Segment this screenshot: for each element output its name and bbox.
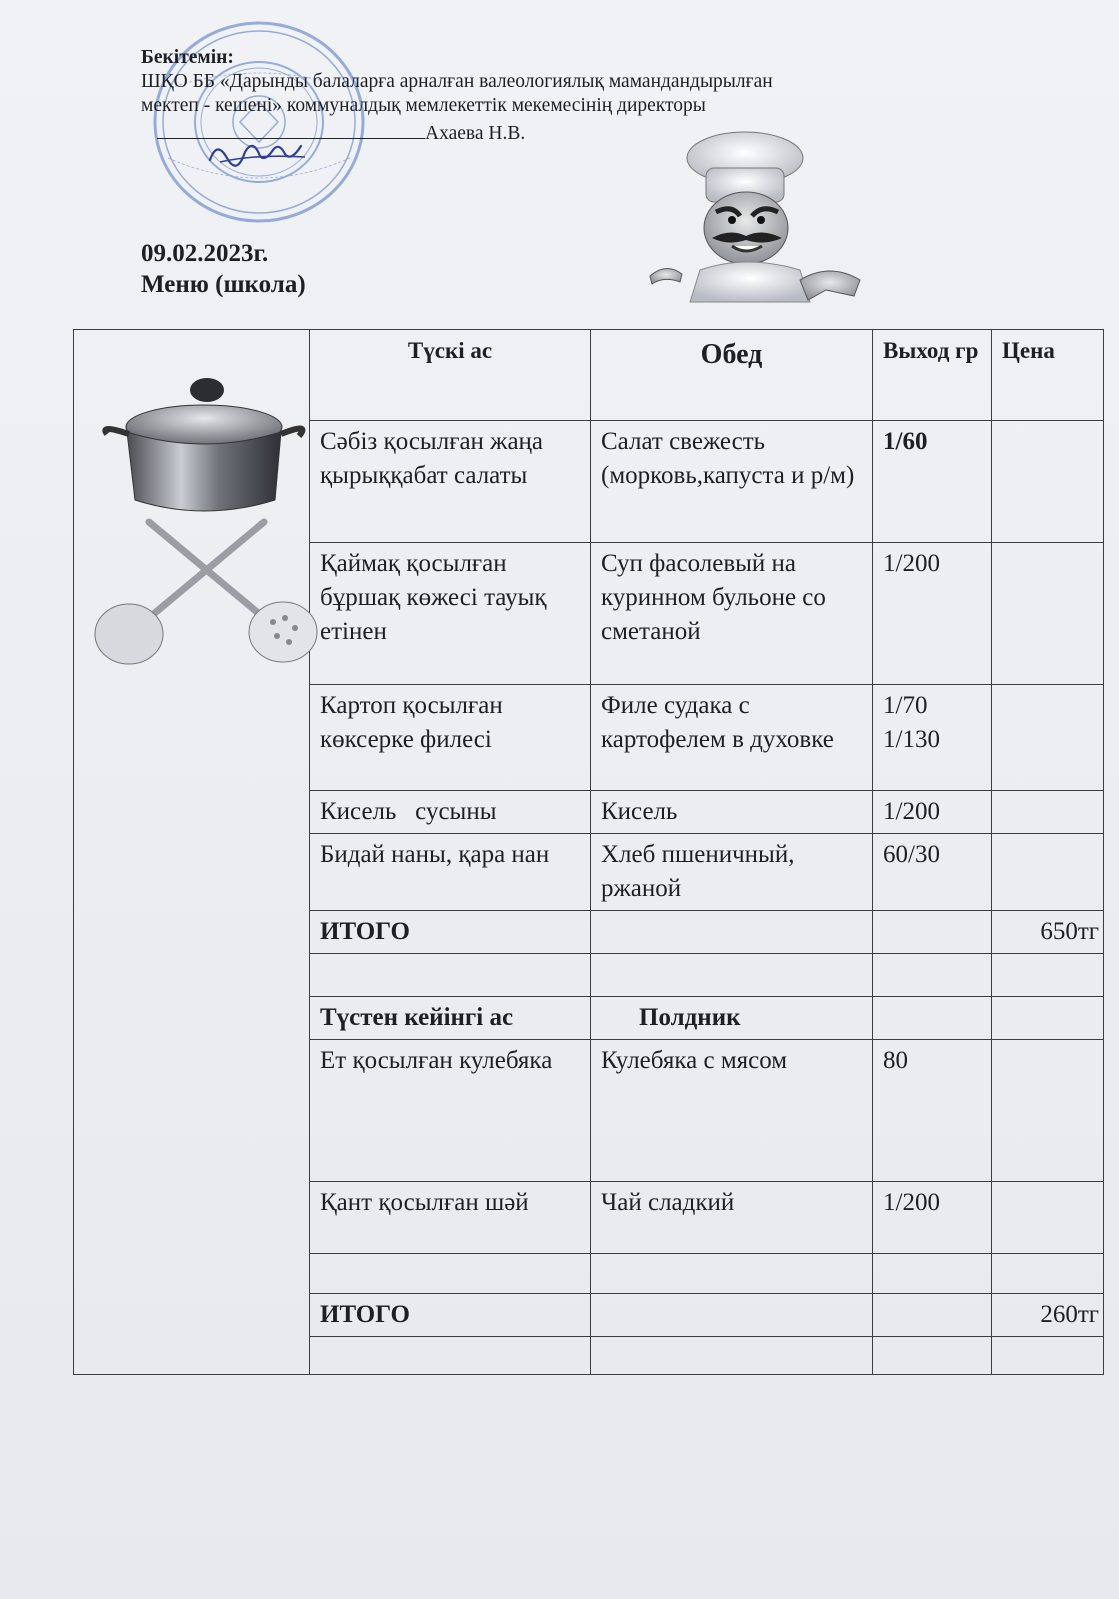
dish-ru: Салат свежесть (морковь,капуста и р/м) (591, 421, 873, 543)
dish-yield: 60/30 (873, 834, 992, 911)
dish-yield: 1/200 (873, 1182, 992, 1254)
dish-ru: Филе судака с картофелем в духовке (591, 685, 873, 791)
approval-heading: Бекітемін: (141, 47, 234, 68)
dish-kz: Кисель сусыны (310, 791, 591, 834)
dish-kz: Қаймақ қосылған бұршақ көжесі тауық етінен (310, 543, 591, 685)
header-yield: Выход гр (873, 330, 992, 421)
cookware-illustration (89, 372, 319, 672)
lunch-total-label: ИТОГО (310, 911, 591, 954)
dish-kz: Қант қосылған шәй (310, 1182, 591, 1254)
director-signature (205, 132, 315, 172)
dish-price (992, 543, 1104, 685)
dish-ru: Кисель (591, 791, 873, 834)
dish-ru: Кулебяка с мясом (591, 1040, 873, 1182)
menu-title: Меню (школа) (141, 271, 306, 298)
menu-date: 09.02.2023г. (141, 240, 269, 267)
snack-header-kz: Түстен кейінгі ас (310, 997, 591, 1040)
cookware-cell (74, 330, 310, 1375)
dish-kz: Бидай наны, қара нан (310, 834, 591, 911)
header-ru: Обед (591, 330, 873, 421)
lunch-total-price: 650тг (992, 911, 1104, 954)
dish-ru: Чай сладкий (591, 1182, 873, 1254)
approval-line-2: мектеп - кешені» коммуналдық мемлекеттік мекемесінің директоры (141, 95, 706, 116)
dish-yield: 1/70 1/130 (873, 685, 992, 791)
dish-price (992, 834, 1104, 911)
snack-header-ru: Полдник (591, 997, 873, 1040)
header-price: Цена (992, 330, 1104, 421)
dish-price (992, 421, 1104, 543)
approval-line-1: ШҚО ББ «Дарынды балаларға арналған валеологиялық мамандандырылған (141, 71, 773, 92)
dish-yield: 1/60 (873, 421, 992, 543)
dish-price (992, 791, 1104, 834)
header-kz: Түскі ас (310, 330, 591, 421)
dish-kz: Картоп қосылған көксерке филесі (310, 685, 591, 791)
dish-price (992, 685, 1104, 791)
dish-ru: Хлеб пшеничный, ржаной (591, 834, 873, 911)
dish-yield: 1/200 (873, 791, 992, 834)
table-header-row (74, 330, 1104, 421)
dish-price (992, 1040, 1104, 1182)
dish-ru: Суп фасолевый на куринном бульоне со сметаной (591, 543, 873, 685)
dish-yield: 80 (873, 1040, 992, 1182)
menu-table (73, 329, 1104, 1375)
signatory-name: Ахаева Н.В. (425, 123, 526, 144)
snack-total-price: 260тг (992, 1294, 1104, 1337)
date-title-block (141, 238, 306, 300)
dish-price (992, 1182, 1104, 1254)
chef-illustration (640, 130, 880, 310)
dish-kz: Ет қосылған кулебяка (310, 1040, 591, 1182)
dish-kz: Сәбіз қосылған жаңа қырыққабат салаты (310, 421, 591, 543)
dish-yield: 1/200 (873, 543, 992, 685)
snack-total-label: ИТОГО (310, 1294, 591, 1337)
